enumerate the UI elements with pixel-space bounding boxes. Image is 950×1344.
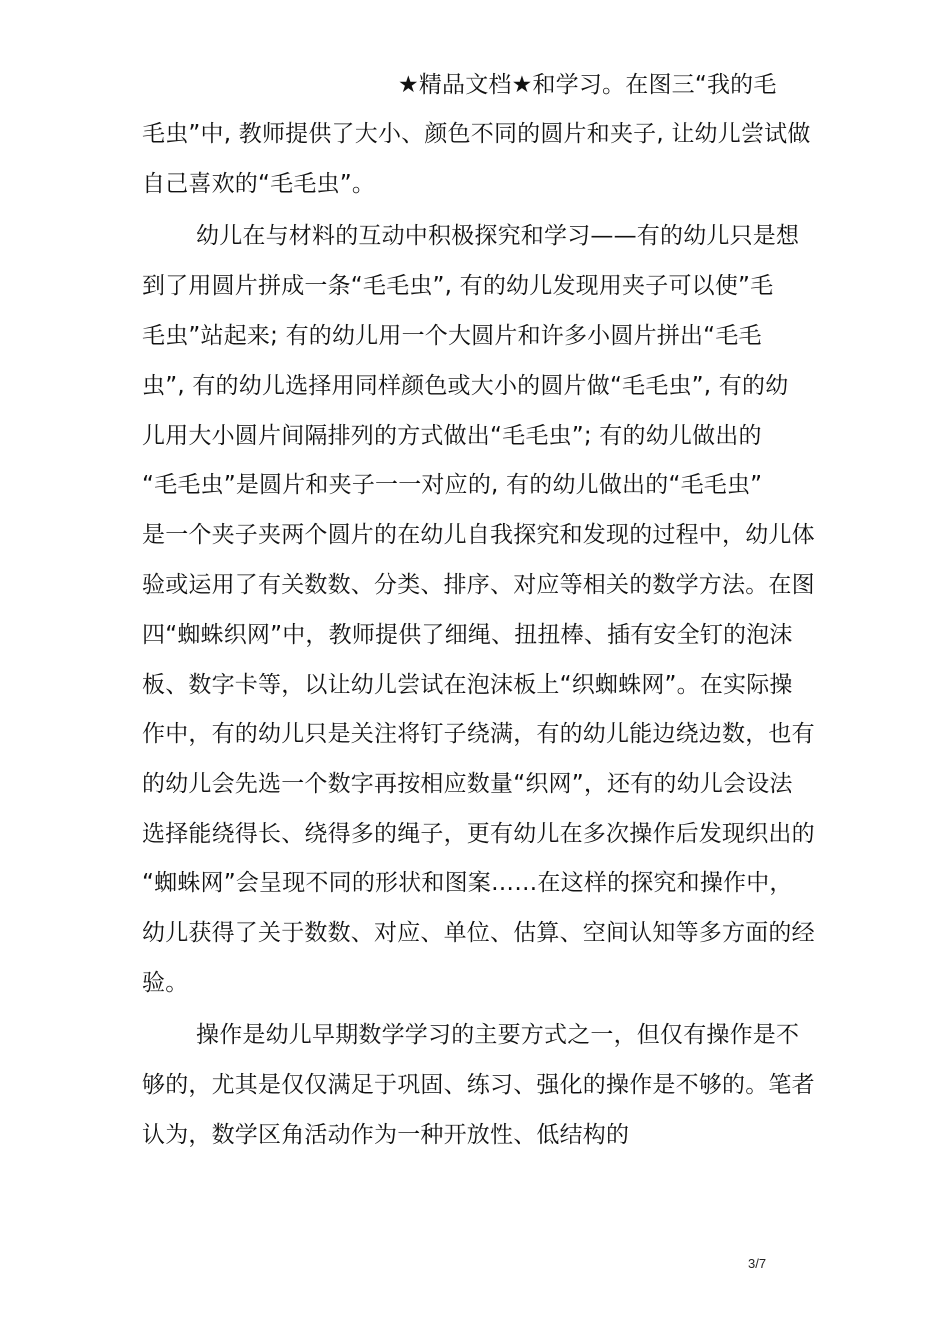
text-line-8: 儿用大小圆片间隔排列的方式做出“毛毛虫”; 有的幼儿做出的 (142, 423, 762, 449)
text-line-16: 选择能绕得长、绕得多的绳子，更有幼儿在多次操作后发现织出的 (142, 821, 815, 847)
text-line-7: 虫”, 有的幼儿选择用同样颜色或大小的圆片做“毛毛虫”, 有的幼 (142, 373, 789, 399)
text-line-22: 认为，数学区角活动作为一种开放性、低结构的 (142, 1122, 630, 1148)
text-line-14: 作中，有的幼儿只是关注将钉子绕满，有的幼儿能边绕边数，也有 (142, 721, 815, 747)
page-number: 3/7 (748, 1256, 767, 1271)
text-line-3: 自己喜欢的“毛毛虫”。 (142, 171, 376, 197)
text-line-13: 板、数字卡等，以让幼儿尝试在泡沫板上“织蜘蛛网”。在实际操 (142, 672, 793, 698)
text-line-17: “蜘蛛网”会呈现不同的形状和图案……在这样的探究和操作中， (142, 870, 793, 896)
text-line-5: 到了用圆片拼成一条“毛毛虫”, 有的幼儿发现用夹子可以使”毛 (142, 273, 774, 299)
text-line-20: 操作是幼儿早期数学学习的主要方式之一，但仅有操作是不 (196, 1022, 800, 1048)
text-line-2: 毛虫”中, 教师提供了大小、颜色不同的圆片和夹子, 让幼儿尝试做 (142, 121, 811, 147)
text-line-19: 验。 (142, 970, 189, 996)
text-line-11: 验或运用了有关数数、分类、排序、对应等相关的数学方法。在图 (142, 572, 815, 598)
text-line-6: 毛虫”站起来; 有的幼儿用一个大圆片和许多小圆片拼出“毛毛 (142, 323, 762, 349)
text-line-1: ★精品文档★和学习。在图三“我的毛 (398, 72, 777, 98)
text-line-10: 是一个夹子夹两个圆片的在幼儿自我探究和发现的过程中，幼儿体 (142, 522, 815, 548)
text-line-12: 四“蜘蛛织网”中，教师提供了细绳、扭扭棒、插有安全钉的泡沫 (142, 622, 793, 648)
text-line-18: 幼儿获得了关于数数、对应、单位、估算、空间认知等多方面的经 (142, 920, 815, 946)
text-line-21: 够的，尤其是仅仅满足于巩固、练习、强化的操作是不够的。笔者 (142, 1072, 815, 1098)
text-line-4: 幼儿在与材料的互动中积极探究和学习——有的幼儿只是想 (196, 223, 800, 249)
text-line-9: “毛毛虫”是圆片和夹子一一对应的, 有的幼儿做出的“毛毛虫” (142, 472, 763, 498)
text-line-15: 的幼儿会先选一个数字再按相应数量“织网”，还有的幼儿会设法 (142, 771, 793, 797)
